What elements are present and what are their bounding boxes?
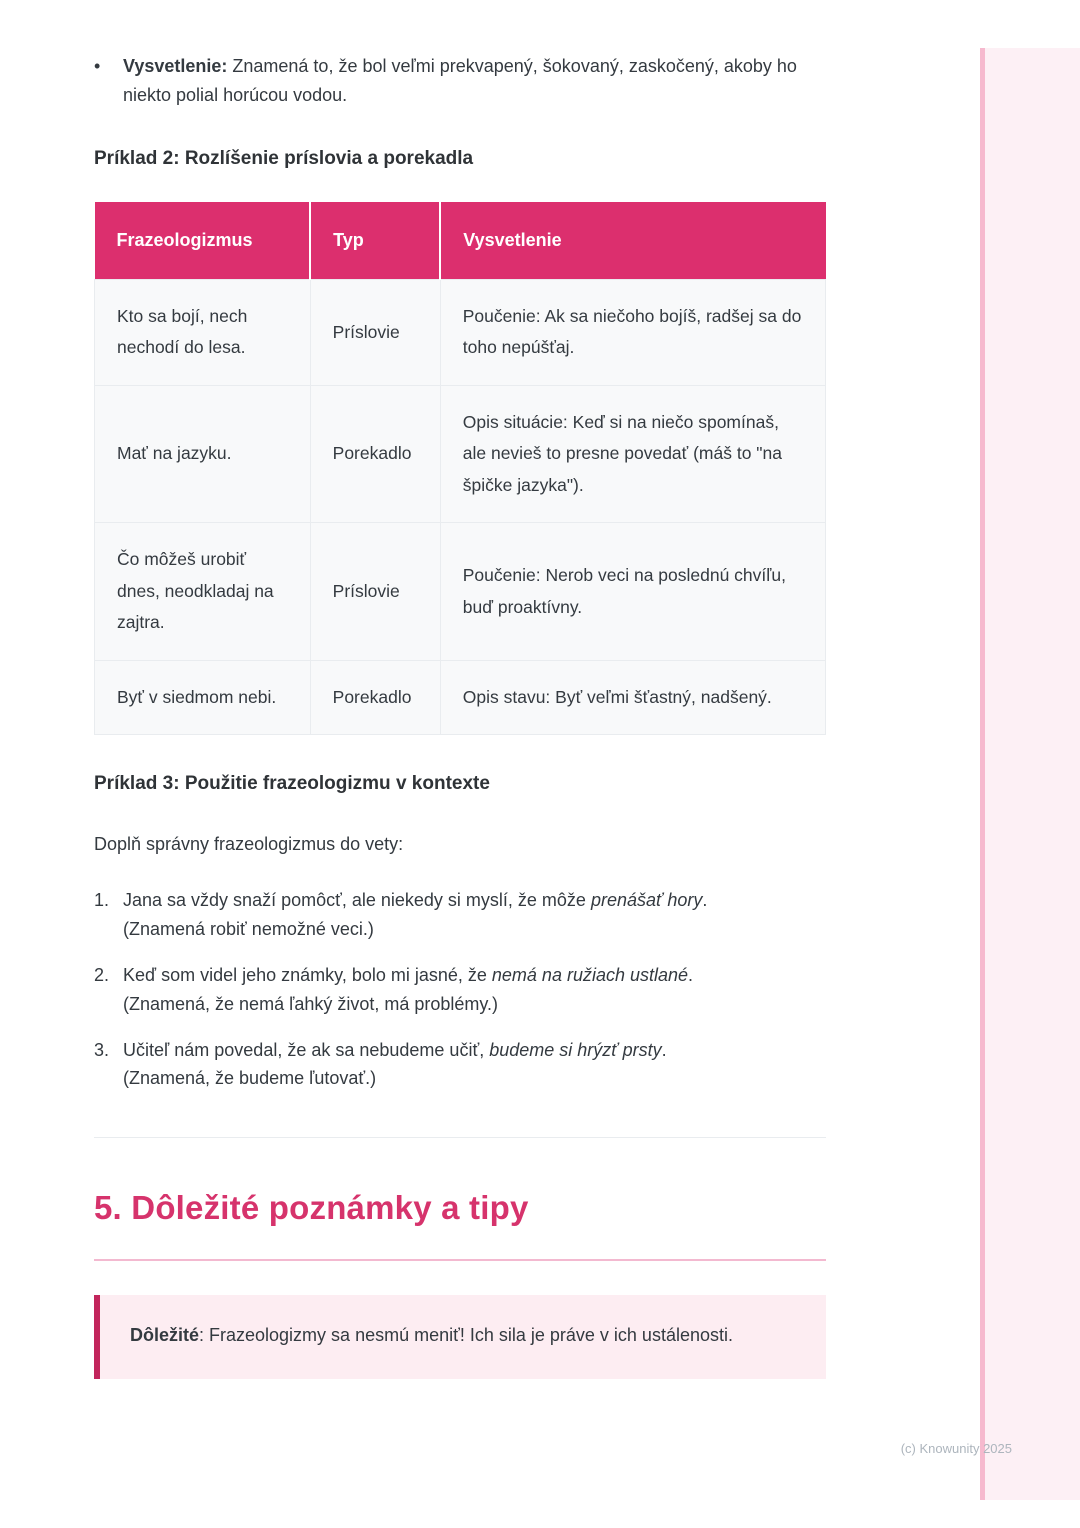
important-callout — [94, 1295, 826, 1379]
bullet-body-text: Znamená to, že bol veľmi prekvapený, šokovaný, zaskočený, akoby ho niekto polial horúcou vodou. — [123, 56, 797, 105]
list-item-body — [123, 961, 826, 1019]
list-item — [94, 886, 826, 944]
sentence-text: Učiteľ nám povedal, že ak sa nebudeme učiť, — [123, 1039, 490, 1060]
sentence-text: Jana sa vždy snaží pomôcť, ale niekedy si myslí, že môže — [123, 890, 591, 911]
bullet-item-vysvetlenie — [94, 52, 826, 110]
sentence-period: . — [688, 965, 694, 986]
section5-underline — [94, 1259, 826, 1261]
table-header-row — [95, 202, 826, 279]
cell-vysvetlenie: Poučenie: Nerob veci na poslednú chvíľu, buď proaktívny. — [440, 523, 825, 661]
footer-credit: (c) Knowunity 2025 — [900, 1441, 1012, 1456]
cell-typ: Porekadlo — [310, 660, 440, 735]
table-row — [95, 385, 826, 523]
table-header-frazeologizmus: Frazeologizmus — [95, 202, 311, 279]
sentence-idiom: budeme si hrýzť prsty — [489, 1039, 662, 1060]
section-divider — [94, 1137, 826, 1138]
cell-frazeologizmus: Čo môžeš urobiť dnes, neodkladaj na zajtra. — [95, 523, 311, 661]
table-header-vysvetlenie: Vysvetlenie — [440, 202, 825, 279]
table-row — [95, 523, 826, 661]
sentence-idiom: nemá na ružiach ustlané — [491, 965, 689, 986]
cell-typ: Porekadlo — [310, 385, 440, 523]
example3-heading: Príklad 3: Použitie frazeologizmu v kontexte — [94, 773, 490, 795]
phrase-table — [94, 202, 826, 735]
list-item — [94, 961, 826, 1019]
sentence-period: . — [661, 1039, 667, 1060]
cell-frazeologizmus: Mať na jazyku. — [95, 385, 311, 523]
list-item-note: (Znamená, že budeme ľutovať.) — [123, 1068, 377, 1089]
sentence-idiom: prenášať hory — [590, 890, 703, 911]
bullet-text — [123, 52, 826, 110]
cell-frazeologizmus: Byť v siedmom nebi. — [95, 660, 311, 735]
cell-typ: Príslovie — [310, 523, 440, 661]
page-content — [94, 0, 826, 1379]
table-row — [95, 660, 826, 735]
sentence-period: . — [702, 890, 708, 911]
cell-typ: Príslovie — [310, 279, 440, 385]
list-item-body — [123, 886, 826, 944]
table-row — [95, 279, 826, 385]
list-item-number: 3. — [94, 1039, 110, 1060]
list-item-body — [123, 1036, 826, 1094]
cell-vysvetlenie: Opis stavu: Byť veľmi šťastný, nadšený. — [440, 660, 825, 735]
fill-in-intro: Doplň správny frazeologizmus do vety: — [94, 833, 404, 854]
bullet-label: Vysvetlenie: — [123, 56, 228, 76]
list-item — [94, 1036, 826, 1094]
fill-in-list — [94, 886, 826, 1093]
section5-heading: 5. Dôležité poznámky a tipy — [94, 1189, 529, 1227]
bullet-icon: • — [94, 56, 101, 76]
list-item-sentence — [123, 886, 826, 915]
sentence-text: Keď som videl jeho známky, bolo mi jasné, že — [123, 965, 492, 986]
cell-vysvetlenie: Opis situácie: Keď si na niečo spomínaš, ale nevieš to presne povedať (máš to "na špičke jazyka"). — [440, 385, 825, 523]
callout-text: : Frazeologizmy sa nesmú meniť! Ich sila je práve v ich ustálenosti. — [199, 1325, 733, 1346]
cell-frazeologizmus: Kto sa bojí, nech nechodí do lesa. — [95, 279, 311, 385]
list-item-sentence — [123, 1036, 826, 1065]
page-edge-stripe — [980, 48, 1080, 1500]
list-item-note: (Znamená, že nemá ľahký život, má problémy.) — [123, 993, 499, 1014]
cell-vysvetlenie: Poučenie: Ak sa niečoho bojíš, radšej sa do toho nepúšťaj. — [440, 279, 825, 385]
example2-heading: Príklad 2: Rozlíšenie príslovia a porekadla — [94, 147, 474, 169]
callout-label: Dôležité — [130, 1325, 200, 1346]
list-item-note: (Znamená robiť nemožné veci.) — [123, 919, 374, 940]
list-item-number: 1. — [94, 890, 110, 911]
list-item-sentence — [123, 961, 826, 990]
table-header-typ: Typ — [310, 202, 440, 279]
list-item-number: 2. — [94, 965, 110, 986]
